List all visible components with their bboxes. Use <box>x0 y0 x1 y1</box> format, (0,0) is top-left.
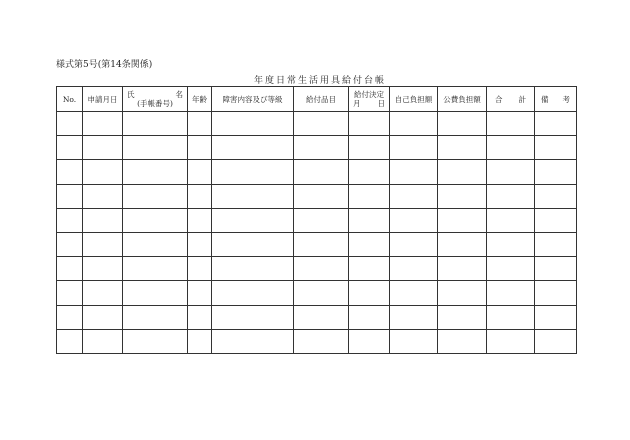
table-cell[interactable] <box>188 232 212 256</box>
table-cell[interactable] <box>487 281 535 305</box>
table-cell[interactable] <box>83 160 123 184</box>
table-cell[interactable] <box>487 184 535 208</box>
col-decision-m: 月 <box>353 99 361 108</box>
col-name <box>123 87 188 112</box>
col-decision-top: 給付決定 <box>354 90 384 99</box>
table-cell[interactable] <box>349 281 390 305</box>
table-cell[interactable] <box>390 160 438 184</box>
table-cell[interactable] <box>535 329 577 353</box>
table-cell[interactable] <box>535 136 577 160</box>
table-cell[interactable] <box>123 232 188 256</box>
col-item: 給付品目 <box>294 87 349 112</box>
table-cell[interactable] <box>438 281 487 305</box>
table-cell[interactable] <box>57 281 83 305</box>
table-cell[interactable] <box>294 112 349 136</box>
table-cell[interactable] <box>487 257 535 281</box>
table-cell[interactable] <box>438 160 487 184</box>
table-cell[interactable] <box>83 257 123 281</box>
table-cell[interactable] <box>212 208 294 232</box>
table-cell[interactable] <box>487 208 535 232</box>
table-cell[interactable] <box>294 184 349 208</box>
table-cell[interactable] <box>188 136 212 160</box>
table-cell[interactable] <box>535 208 577 232</box>
table-cell[interactable] <box>438 136 487 160</box>
table-row <box>57 112 577 136</box>
table-cell[interactable] <box>438 112 487 136</box>
benefit-ledger-table <box>56 86 577 354</box>
table-cell[interactable] <box>349 329 390 353</box>
table-cell[interactable] <box>123 184 188 208</box>
col-remarks-a: 備 <box>541 94 549 104</box>
table-row <box>57 257 577 281</box>
table-cell[interactable] <box>212 305 294 329</box>
table-cell[interactable] <box>390 208 438 232</box>
table-cell[interactable] <box>123 305 188 329</box>
table-row <box>57 208 577 232</box>
col-disability: 障害内容及び等級 <box>212 87 294 112</box>
table-row <box>57 232 577 256</box>
table-cell[interactable] <box>294 257 349 281</box>
table-cell[interactable] <box>390 281 438 305</box>
table-cell[interactable] <box>57 112 83 136</box>
col-total-b: 計 <box>518 94 526 104</box>
table-cell[interactable] <box>349 305 390 329</box>
table-cell[interactable] <box>487 232 535 256</box>
col-remarks <box>535 87 577 112</box>
table-cell[interactable] <box>188 184 212 208</box>
table-cell[interactable] <box>83 136 123 160</box>
table-cell[interactable] <box>83 208 123 232</box>
table-row <box>57 329 577 353</box>
table-cell[interactable] <box>83 112 123 136</box>
table-cell[interactable] <box>123 136 188 160</box>
table-cell[interactable] <box>438 184 487 208</box>
table-row <box>57 136 577 160</box>
table-row <box>57 160 577 184</box>
table-cell[interactable] <box>57 184 83 208</box>
col-no: No. <box>57 87 83 112</box>
table-cell[interactable] <box>188 305 212 329</box>
table-cell[interactable] <box>535 112 577 136</box>
table-cell[interactable] <box>123 160 188 184</box>
table-cell[interactable] <box>212 112 294 136</box>
table-cell[interactable] <box>57 232 83 256</box>
ledger-body <box>57 112 577 354</box>
table-cell[interactable] <box>390 305 438 329</box>
table-cell[interactable] <box>212 281 294 305</box>
table-cell[interactable] <box>123 281 188 305</box>
table-cell[interactable] <box>123 257 188 281</box>
table-cell[interactable] <box>57 305 83 329</box>
table-cell[interactable] <box>535 232 577 256</box>
table-cell[interactable] <box>438 329 487 353</box>
table-cell[interactable] <box>390 184 438 208</box>
table-cell[interactable] <box>438 305 487 329</box>
table-cell[interactable] <box>212 232 294 256</box>
table-cell[interactable] <box>123 208 188 232</box>
table-cell[interactable] <box>212 329 294 353</box>
table-cell[interactable] <box>487 329 535 353</box>
table-cell[interactable] <box>212 136 294 160</box>
table-cell[interactable] <box>487 112 535 136</box>
table-row <box>57 305 577 329</box>
table-cell[interactable] <box>349 184 390 208</box>
col-self-pay: 自己負担額 <box>390 87 438 112</box>
table-cell[interactable] <box>294 136 349 160</box>
table-cell[interactable] <box>438 257 487 281</box>
table-cell[interactable] <box>349 112 390 136</box>
table-cell[interactable] <box>188 112 212 136</box>
table-cell[interactable] <box>57 136 83 160</box>
table-cell[interactable] <box>487 136 535 160</box>
table-row <box>57 281 577 305</box>
table-cell[interactable] <box>535 184 577 208</box>
table-cell[interactable] <box>349 232 390 256</box>
col-age: 年齢 <box>188 87 212 112</box>
table-cell[interactable] <box>294 329 349 353</box>
table-cell[interactable] <box>188 281 212 305</box>
table-cell[interactable] <box>123 112 188 136</box>
table-cell[interactable] <box>535 305 577 329</box>
table-cell[interactable] <box>349 208 390 232</box>
table-cell[interactable] <box>123 329 188 353</box>
table-cell[interactable] <box>349 160 390 184</box>
table-cell[interactable] <box>535 281 577 305</box>
table-cell[interactable] <box>390 232 438 256</box>
table-cell[interactable] <box>349 257 390 281</box>
col-name-a: 氏 <box>127 90 135 99</box>
table-cell[interactable] <box>83 305 123 329</box>
table-cell[interactable] <box>294 160 349 184</box>
table-cell[interactable] <box>83 232 123 256</box>
col-application-date: 申請月日 <box>83 87 123 112</box>
table-cell[interactable] <box>188 257 212 281</box>
col-decision-d: 日 <box>377 99 385 108</box>
table-cell[interactable] <box>212 257 294 281</box>
table-cell[interactable] <box>83 184 123 208</box>
table-cell[interactable] <box>438 208 487 232</box>
table-cell[interactable] <box>212 160 294 184</box>
table-cell[interactable] <box>390 257 438 281</box>
table-cell[interactable] <box>212 184 294 208</box>
table-cell[interactable] <box>390 112 438 136</box>
table-row <box>57 184 577 208</box>
table-cell[interactable] <box>390 329 438 353</box>
table-cell[interactable] <box>487 160 535 184</box>
table-cell[interactable] <box>57 257 83 281</box>
table-cell[interactable] <box>390 136 438 160</box>
table-cell[interactable] <box>349 136 390 160</box>
table-cell[interactable] <box>487 305 535 329</box>
table-cell[interactable] <box>188 160 212 184</box>
table-cell[interactable] <box>438 232 487 256</box>
col-decision-date <box>349 87 390 112</box>
table-cell[interactable] <box>83 281 123 305</box>
header-row <box>57 87 577 112</box>
form-number-label: 様式第5号(第14条関係) <box>56 60 153 70</box>
col-name-sub: (手帳番号) <box>137 99 173 108</box>
table-cell[interactable] <box>83 329 123 353</box>
table-cell[interactable] <box>535 257 577 281</box>
table-cell[interactable] <box>294 305 349 329</box>
document-title: 年度日常生活用具給付台帳 <box>253 76 386 86</box>
table-cell[interactable] <box>294 281 349 305</box>
col-total <box>487 87 535 112</box>
table-cell[interactable] <box>57 329 83 353</box>
table-cell[interactable] <box>57 208 83 232</box>
col-total-a: 合 <box>495 94 503 104</box>
table-cell[interactable] <box>535 160 577 184</box>
col-name-b: 名 <box>175 90 183 99</box>
table-cell[interactable] <box>188 329 212 353</box>
col-public-pay: 公費負担額 <box>438 87 487 112</box>
table-cell[interactable] <box>188 208 212 232</box>
col-remarks-b: 考 <box>562 94 570 104</box>
table-cell[interactable] <box>57 160 83 184</box>
table-cell[interactable] <box>294 232 349 256</box>
table-cell[interactable] <box>294 208 349 232</box>
